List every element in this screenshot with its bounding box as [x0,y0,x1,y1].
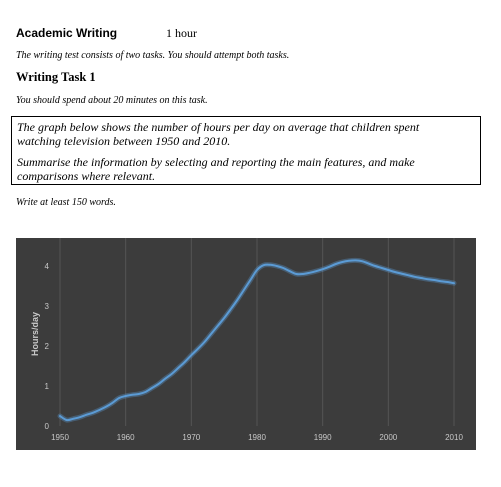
task-prompt-box [11,116,481,185]
y-tick-label: 3 [44,302,49,311]
y-tick-label: 0 [44,422,49,431]
prompt-line: watching television between 1950 and 2010. [17,134,231,148]
y-axis-ticks [45,262,50,431]
x-tick-label: 2000 [379,433,398,442]
x-axis-ticks [51,433,463,442]
x-tick-label: 1960 [116,433,135,442]
task-title: Writing Task 1 [16,70,96,84]
prompt-line: The graph below shows the number of hours per day on average that children spent [17,120,420,134]
tv-hours-chart [16,238,476,450]
y-axis-title: Hours/day [30,311,40,357]
x-tick-label: 2010 [445,433,463,442]
prompt-line: comparisons where relevant. [17,169,156,183]
section-title: Academic Writing [16,26,118,40]
prompt-line: Summarise the information by selecting and reporting the main features, and make [17,155,415,169]
x-tick-label: 1970 [182,433,201,442]
test-duration: 1 hour [166,26,197,40]
y-tick-label: 1 [44,382,49,391]
y-tick-label: 4 [44,262,49,271]
line-chart-svg [16,238,476,450]
time-note: You should spend about 20 minutes on this task. [16,95,208,106]
x-tick-label: 1980 [248,433,266,442]
y-tick-label: 2 [44,342,49,351]
word-count-note: Write at least 150 words. [16,197,116,208]
x-tick-label: 1950 [51,433,69,442]
x-tick-label: 1990 [313,433,332,442]
intro-text: The writing test consists of two tasks. You should attempt both tasks. [16,50,290,61]
